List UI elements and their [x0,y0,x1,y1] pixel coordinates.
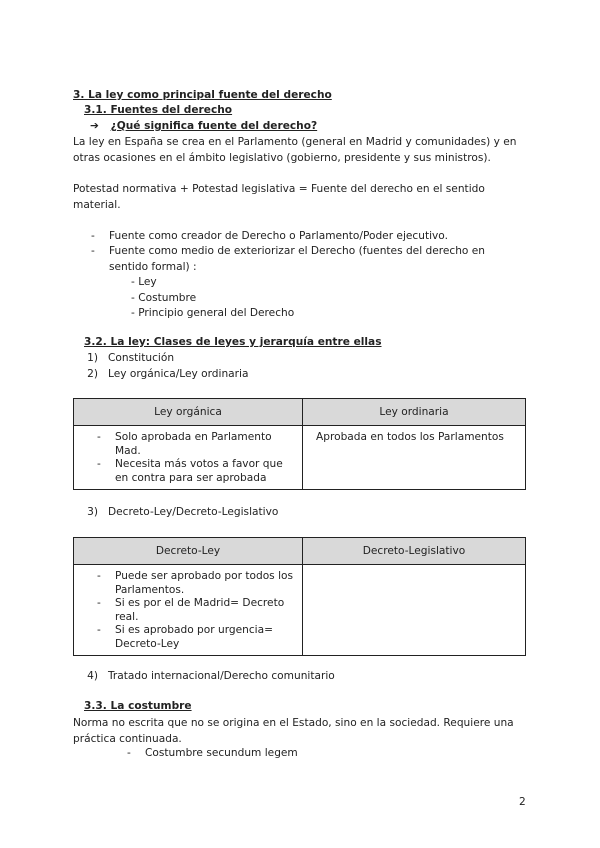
page-number: 2 [519,796,526,808]
dash-icon: - [91,230,95,242]
table-header-cell: Decreto-Ley [74,538,303,565]
paragraph-potestad: Potestad normativa + Potestad legislativa = Fuente del derecho en el sentido material. [73,183,485,211]
cell-list-item: - Si es por el de Madrid= Decreto real. [80,597,296,624]
list-item: - Costumbre secundum legem [127,747,298,759]
paragraph-costumbre: Norma no escrita que no se origina en el Estado, sino en la sociedad. Requiere una práctica continuada. [73,717,514,745]
subsection-heading-fuentes: 3.1. Fuentes del derecho [84,104,233,116]
sub-list-item: - Principio general del Derecho [131,307,295,319]
table-cell [74,426,303,490]
table-header-row [74,538,526,565]
table-header-cell: Ley ordinaria [303,399,526,426]
list-item: - Fuente como creador de Derecho o Parlamento/Poder ejecutivo. [91,230,448,242]
table-cell [74,565,303,656]
table-cell [303,565,526,656]
numbered-item: 3) Decreto-Ley/Decreto-Legislativo [87,506,279,518]
sub-list-item: - Costumbre [131,292,197,304]
table-header-cell: Ley orgánica [74,399,303,426]
numbered-item: 1) Constitución [87,352,175,364]
question-text: ¿Qué significa fuente del derecho? [110,120,318,132]
question-line [90,120,317,132]
sub-list-item: - Ley [131,276,157,288]
dash-icon: - [91,245,95,257]
table-row [74,565,526,656]
cell-list-item: - Solo aprobada en Parlamento Mad. [80,431,296,458]
cell-list-item: - Si es aprobado por urgencia= Decreto-Ley [80,624,296,651]
subsection-heading-costumbre: 3.3. La costumbre [84,700,192,712]
numbered-item: 2) Ley orgánica/Ley ordinaria [87,368,249,380]
list-item: - Fuente como medio de exteriorizar el Derecho (fuentes del derecho en sentido formal) : [91,245,486,273]
table-header-cell: Decreto-Legislativo [303,538,526,565]
cell-list-item: - Necesita más votos a favor que en contra para ser aprobada [80,458,296,485]
table-cell: Aprobada en todos los Parlamentos [303,426,526,490]
table-row [74,426,526,490]
cell-list-item: - Puede ser aprobado por todos los Parlamentos. [80,570,296,597]
table-ley-organica-ordinaria [73,398,526,490]
arrow-icon: ➔ [90,120,99,132]
dash-icon: - [127,747,131,759]
numbered-item: 4) Tratado internacional/Derecho comunitario [87,670,335,682]
section-heading: 3. La ley como principal fuente del derecho [73,89,332,101]
table-header-row [74,399,526,426]
paragraph-ley-espana: La ley en España se crea en el Parlamento (general en Madrid y comunidades) y en otras ocasiones en el ámbito legislativo (gobierno, presidente y sus ministros). [73,136,517,164]
subsection-heading-ley: 3.2. La ley: Clases de leyes y jerarquía entre ellas [84,336,382,348]
table-decreto [73,537,526,656]
